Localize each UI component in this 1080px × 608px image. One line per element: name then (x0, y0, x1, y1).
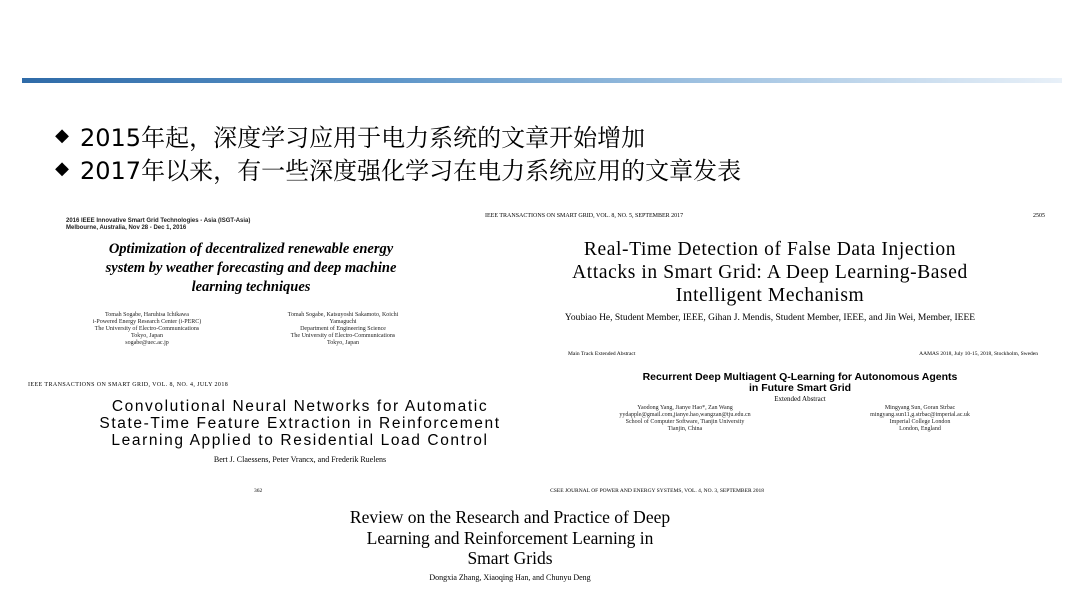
author-line: Department of Engineering Science (300, 326, 386, 332)
paper4-title-line: Convolutional Neural Networks for Automatic (111, 398, 489, 415)
author-line: The University of Electro-Communications (94, 326, 200, 332)
paper2-title (490, 238, 1050, 307)
paper1-title-line: system by weather forecasting and deep machine (105, 260, 397, 276)
bullet-text-1: 2015年起，深度学习应用于电力系统的文章开始增加 (80, 124, 646, 152)
paper3-header (568, 351, 1038, 357)
paper1-title-line: learning techniques (191, 279, 311, 295)
paper3-title-line: in Future Smart Grid (748, 382, 852, 394)
paper5-title-line: Learning and Reinforcement Learning in (366, 527, 654, 548)
paper2-title-line: Real-Time Detection of False Data Injection (583, 239, 957, 260)
bullet-point-2 (52, 151, 741, 186)
author-line: sogabe@uec.ac.jp (125, 340, 169, 346)
paper5-page-number: 362 (254, 488, 263, 494)
paper5-journal: CSEE JOURNAL OF POWER AND ENERGY SYSTEMS, VOL. 4, NO. 3, SEPTEMBER 2018 (550, 488, 764, 494)
paper3-author-block-2 (805, 405, 1035, 433)
paper1-author-block-2 (258, 312, 428, 347)
author-line: Tokyo, Japan (131, 333, 163, 339)
author-line: London, England (899, 426, 941, 432)
paper1-conference-line: 2016 IEEE Innovative Smart Grid Technologies - Asia (ISGT-Asia) (66, 218, 251, 224)
paper4-title-line: Learning Applied to Residential Load Control (111, 432, 489, 449)
paper4-authors: Bert J. Claessens, Peter Vrancx, and Frederik Ruelens (213, 455, 387, 464)
author-line: Tomah Sogabe, Katsuyoshi Sakamoto, Koichi (287, 312, 399, 318)
bullet-point-1 (52, 118, 645, 153)
paper3-title-line: Recurrent Deep Multiagent Q-Learning for Autonomous Agents (642, 371, 958, 383)
author-line: yydapple@gmail.com,jianye.hao,wangzan@tju.edu.cn (619, 412, 751, 418)
author-line: The University of Electro-Communications (290, 333, 396, 339)
paper5-title-line: Review on the Research and Practice of Deep (349, 507, 671, 527)
author-line: Mingyang Sun, Goran Strbac (884, 405, 956, 411)
author-line: Yaodong Yang, Jianye Hao*, Zan Wang (637, 405, 733, 411)
paper2-title-line: Attacks in Smart Grid: A Deep Learning-Based (572, 262, 968, 283)
author-line: Tokyo, Japan (327, 340, 359, 346)
paper2-authors: Youbiao He, Student Member, IEEE, Gihan J. Mendis, Student Member, IEEE, and Jin Wei, Member, IEEE (564, 313, 976, 323)
paper1-author-block-1 (62, 312, 232, 347)
author-line: i-Powered Energy Research Center (i-PERC) (92, 319, 202, 325)
paper1-title-line: Optimization of decentralized renewable energy (108, 241, 394, 257)
paper2-title-line: Intelligent Mechanism (675, 285, 865, 306)
author-line: Tomah Sogabe, Haruhisa Ichikawa (105, 312, 189, 318)
paper4-title (28, 398, 572, 449)
paper2-journal: IEEE TRANSACTIONS ON SMART GRID, VOL. 8, NO. 5, SEPTEMBER 2017 (485, 213, 684, 219)
black-diamond-icon: ◆ (55, 125, 69, 146)
paper3-venue: AAMAS 2018, July 10-15, 2018, Stockholm, Sweden (919, 351, 1038, 357)
paper3-track: Main Track Extended Abstract (568, 351, 636, 357)
paper3-title (560, 372, 1040, 394)
paper2-journal-header (485, 213, 1045, 219)
black-diamond-icon: ◆ (55, 158, 69, 179)
paper4-journal: IEEE TRANSACTIONS ON SMART GRID, VOL. 8, NO. 4, JULY 2018 (28, 382, 229, 388)
author-line: Tianjin, China (667, 426, 703, 432)
bullet-text-2: 2017年以来，有一些深度强化学习在电力系统应用的文章发表 (80, 157, 742, 185)
paper1-conference-header (66, 218, 250, 232)
paper5-journal-header (254, 488, 764, 494)
paper3-subtitle: Extended Abstract (774, 395, 826, 403)
title-divider-bar (22, 78, 1062, 83)
author-line: Yamaguchi (329, 319, 357, 325)
paper2-page-number: 2505 (1033, 213, 1045, 219)
paper1-title (70, 240, 432, 297)
paper4-title-line: State-Time Feature Extraction in Reinforcement (99, 415, 501, 432)
paper5-title (250, 507, 770, 569)
paper3-author-block-1 (560, 405, 810, 433)
author-line: School of Computer Software, Tianjin University (625, 419, 745, 425)
paper5-authors: Dongxia Zhang, Xiaoqing Han, and Chunyu Deng (429, 573, 591, 582)
paper1-conference-location: Melbourne, Australia, Nov 28 - Dec 1, 2016 (66, 225, 187, 231)
paper5-title-line: Smart Grids (467, 548, 553, 568)
author-line: Imperial College London (889, 419, 951, 425)
author-line: mingyang.sun11,g.strbac@imperial.ac.uk (870, 412, 970, 418)
